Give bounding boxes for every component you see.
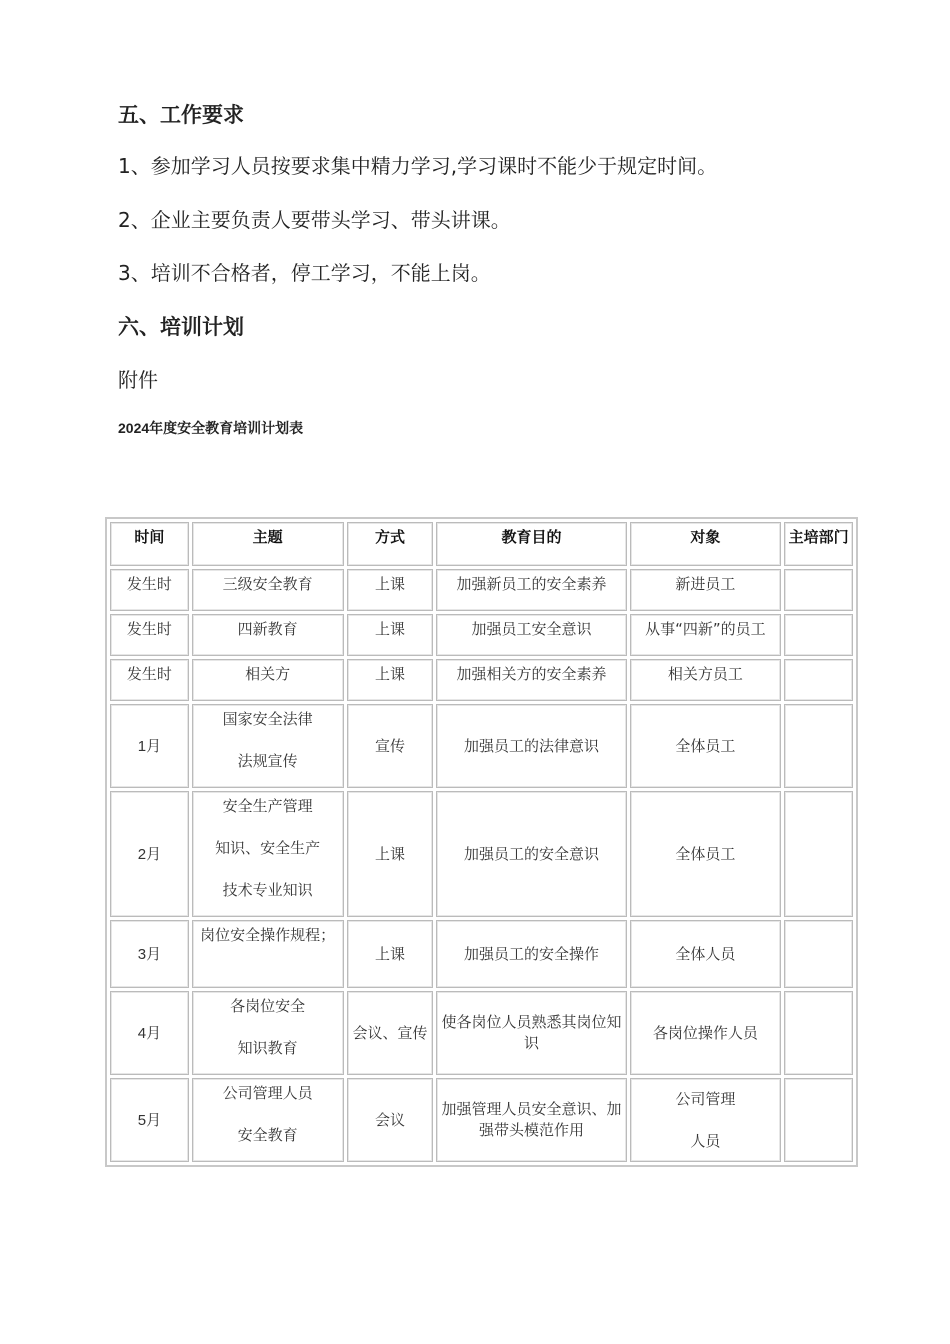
- cell-dept: [784, 1078, 853, 1162]
- table-row: [110, 614, 853, 656]
- section6-heading: 六、培训计划: [118, 315, 244, 339]
- table-row: [110, 1078, 853, 1162]
- header-purpose: 教育目的: [436, 522, 626, 566]
- cell-topic: 相关方: [192, 659, 344, 701]
- cell-dept: [784, 569, 853, 611]
- cell-dept: [784, 991, 853, 1075]
- cell-purpose: 使各岗位人员熟悉其岗位知识: [436, 991, 626, 1075]
- cell-purpose: 加强管理人员安全意识、加强带头模范作用: [436, 1078, 626, 1162]
- cell-topic: 安全生产管理 知识、安全生产 技术专业知识: [192, 791, 344, 917]
- cell-topic: 国家安全法律 法规宣传: [192, 704, 344, 788]
- cell-target: 全体员工: [630, 791, 782, 917]
- cell-topic: 三级安全教育: [192, 569, 344, 611]
- header-target: 对象: [630, 522, 782, 566]
- header-method: 方式: [347, 522, 434, 566]
- table-row: [110, 659, 853, 701]
- table-caption: 2024年度安全教育培训计划表: [118, 420, 304, 436]
- cell-topic: 四新教育: [192, 614, 344, 656]
- cell-method: 上课: [347, 791, 434, 917]
- cell-target: 公司管理 人员: [630, 1078, 782, 1162]
- cell-target: 全体员工: [630, 704, 782, 788]
- cell-dept: [784, 659, 853, 701]
- cell-time: 发生时: [110, 659, 189, 701]
- training-plan-table: [105, 517, 858, 1167]
- table-row: [110, 991, 853, 1075]
- cell-time: 发生时: [110, 569, 189, 611]
- table-header-row: [110, 522, 853, 566]
- section5-heading: 五、工作要求: [118, 103, 244, 127]
- cell-time: 2月: [110, 791, 189, 917]
- requirement-item-3: 3、培训不合格者，停工学习，不能上岗。: [118, 261, 491, 285]
- cell-method: 会议、宣传: [347, 991, 434, 1075]
- cell-topic: 各岗位安全 知识教育: [192, 991, 344, 1075]
- cell-topic: 公司管理人员 安全教育: [192, 1078, 344, 1162]
- cell-method: 宣传: [347, 704, 434, 788]
- cell-time: 5月: [110, 1078, 189, 1162]
- cell-dept: [784, 704, 853, 788]
- header-topic: 主题: [192, 522, 344, 566]
- cell-method: 上课: [347, 920, 434, 988]
- cell-purpose: 加强新员工的安全素养: [436, 569, 626, 611]
- table-row: [110, 791, 853, 917]
- cell-method: 上课: [347, 614, 434, 656]
- cell-method: 会议: [347, 1078, 434, 1162]
- cell-dept: [784, 791, 853, 917]
- cell-target: 从事“四新”的员工: [630, 614, 782, 656]
- attachment-label: 附件: [118, 368, 158, 392]
- table-row: [110, 569, 853, 611]
- cell-purpose: 加强员工的安全操作: [436, 920, 626, 988]
- cell-time: 3月: [110, 920, 189, 988]
- header-time: 时间: [110, 522, 189, 566]
- cell-target: 新进员工: [630, 569, 782, 611]
- cell-time: 4月: [110, 991, 189, 1075]
- table-row: [110, 704, 853, 788]
- cell-method: 上课: [347, 659, 434, 701]
- requirement-item-1: 1、参加学习人员按要求集中精力学习,学习课时不能少于规定时间。: [118, 154, 718, 178]
- cell-purpose: 加强员工的安全意识: [436, 791, 626, 917]
- cell-target: 各岗位操作人员: [630, 991, 782, 1075]
- cell-method: 上课: [347, 569, 434, 611]
- cell-time: 1月: [110, 704, 189, 788]
- cell-dept: [784, 614, 853, 656]
- cell-topic: 岗位安全操作规程；: [192, 920, 344, 988]
- cell-time: 发生时: [110, 614, 189, 656]
- cell-purpose: 加强员工安全意识: [436, 614, 626, 656]
- cell-target: 全体人员: [630, 920, 782, 988]
- requirement-item-2: 2、企业主要负责人要带头学习、带头讲课。: [118, 208, 511, 232]
- table-row: [110, 920, 853, 988]
- cell-dept: [784, 920, 853, 988]
- cell-purpose: 加强相关方的安全素养: [436, 659, 626, 701]
- cell-target: 相关方员工: [630, 659, 782, 701]
- header-dept: 主培部门: [784, 522, 853, 566]
- cell-purpose: 加强员工的法律意识: [436, 704, 626, 788]
